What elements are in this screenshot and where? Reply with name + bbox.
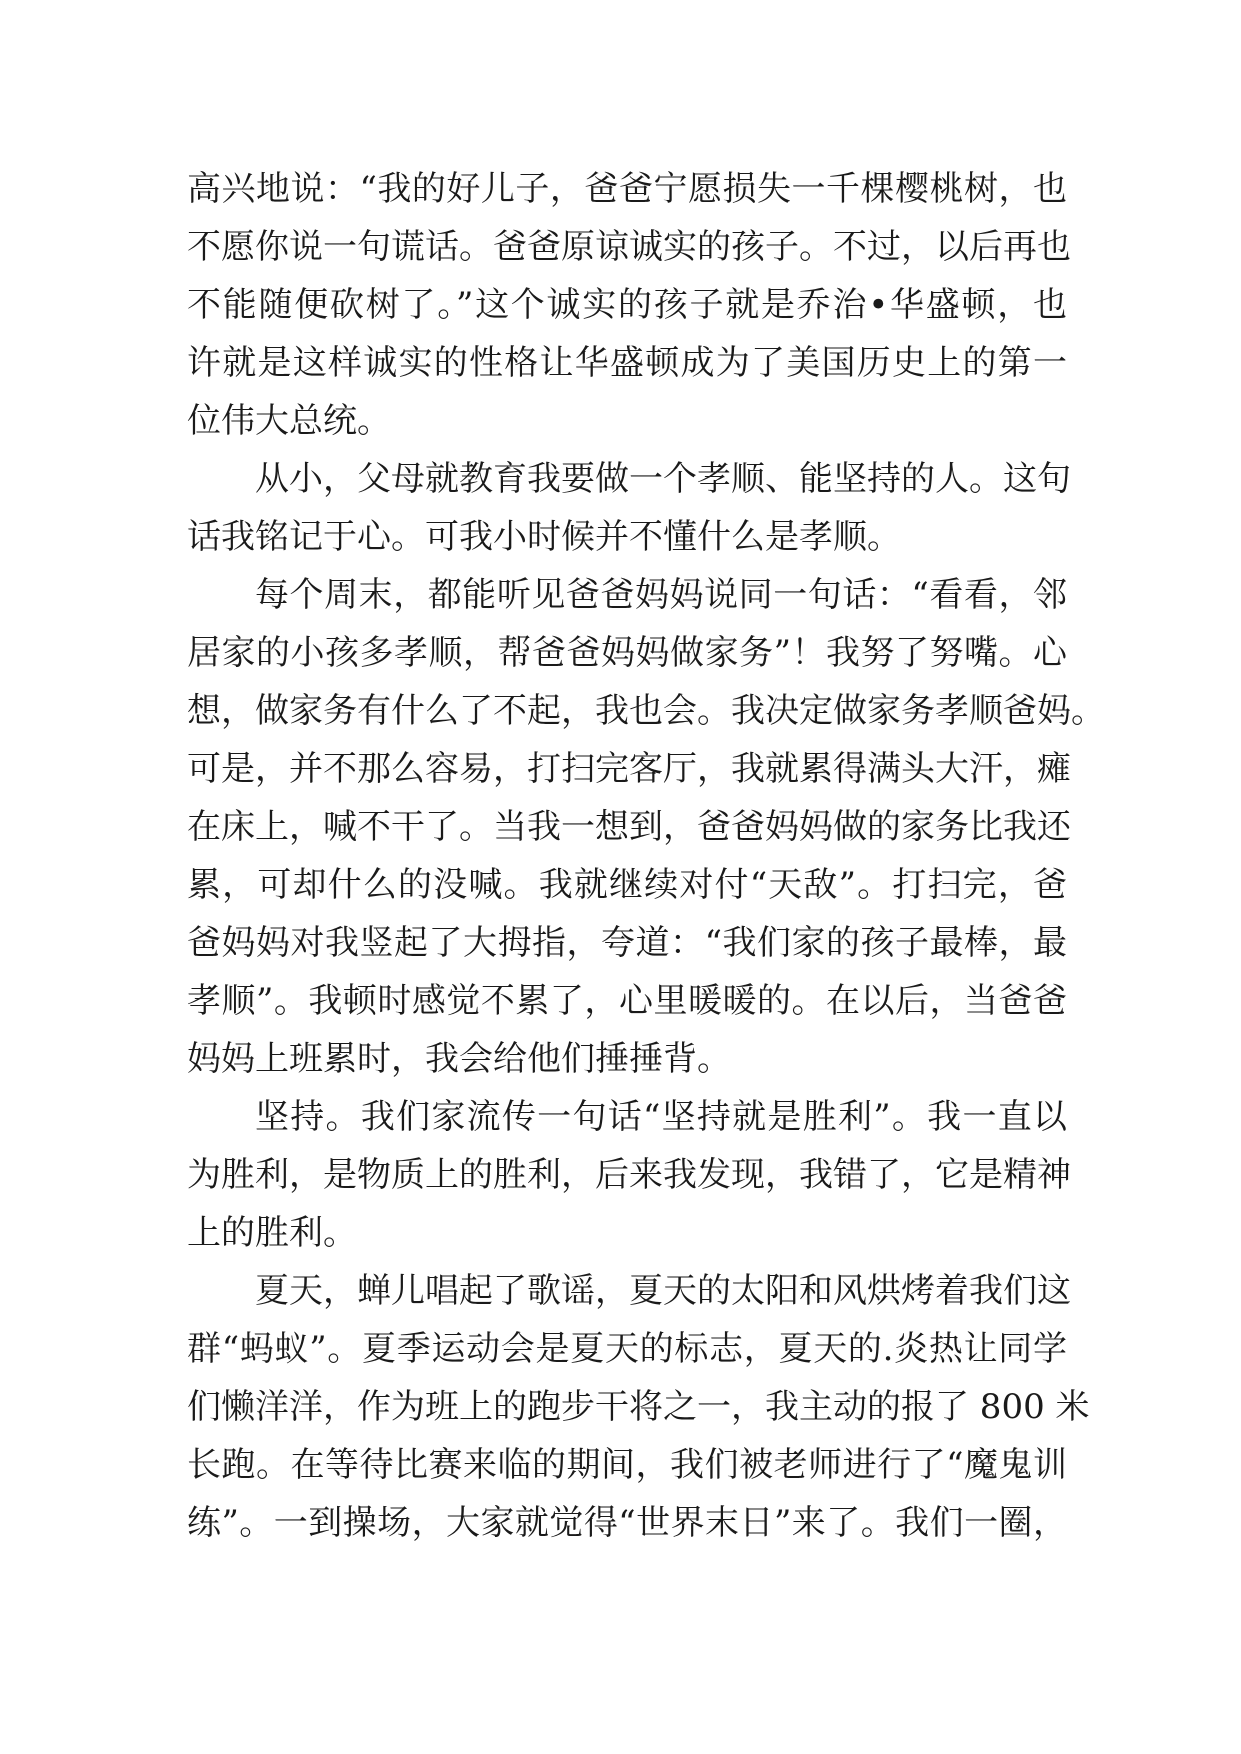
- text-line: 不能随便砍树了。”这个诚实的孩子就是乔治•华盛顿，也: [187, 285, 1067, 325]
- text-line: 为胜利，是物质上的胜利，后来我发现，我错了，它是精神: [187, 1155, 1071, 1195]
- text-line: 长跑。在等待比赛来临的期间，我们被老师进行了“魔鬼训: [187, 1445, 1067, 1485]
- text-line: 每个周末，都能听见爸爸妈妈说同一句话：“看看，邻: [255, 575, 1067, 615]
- text-line: 居家的小孩多孝顺，帮爸爸妈妈做家务”！我努了努嘴。心: [187, 633, 1067, 673]
- paragraph: [187, 566, 1105, 1088]
- text-line: 高兴地说：“我的好儿子，爸爸宁愿损失一千棵樱桃树，也: [187, 169, 1067, 209]
- text-line: 们懒洋洋，作为班上的跑步干将之一，我主动的报了 800 米: [187, 1387, 1090, 1427]
- paragraph: [187, 450, 1071, 566]
- text-line: 坚持。我们家流传一句话“坚持就是胜利”。我一直以: [255, 1097, 1067, 1137]
- text-line: 想，做家务有什么了不起，我也会。我决定做家务孝顺爸妈。: [187, 691, 1105, 731]
- text-line: 妈妈上班累时，我会给他们捶捶背。: [187, 1039, 731, 1079]
- text-line: 在床上，喊不干了。当我一想到，爸爸妈妈做的家务比我还: [187, 807, 1071, 847]
- text-line: 累，可却什么的没喊。我就继续对付“天敌”。打扫完，爸: [187, 865, 1067, 905]
- document-body: [187, 160, 1105, 1552]
- text-line: 爸妈妈对我竖起了大拇指，夸道：“我们家的孩子最棒，最: [187, 923, 1067, 963]
- text-line: 孝顺”。我顿时感觉不累了，心里暖暖的。在以后，当爸爸: [187, 981, 1067, 1021]
- text-line: 上的胜利。: [187, 1213, 357, 1253]
- paragraph: [187, 1262, 1090, 1552]
- paragraph: [187, 1088, 1071, 1262]
- text-line: 位伟大总统。: [187, 401, 391, 441]
- text-line: 练”。一到操场，大家就觉得“世界末日”来了。我们一圈，: [187, 1503, 1067, 1543]
- text-line: 许就是这样诚实的性格让华盛顿成为了美国历史上的第一: [187, 343, 1067, 383]
- text-line: 可是，并不那么容易，打扫完客厅，我就累得满头大汗，瘫: [187, 749, 1071, 789]
- text-line: 从小，父母就教育我要做一个孝顺、能坚持的人。这句: [255, 459, 1071, 499]
- text-line: 不愿你说一句谎话。爸爸原谅诚实的孩子。不过，以后再也: [187, 227, 1071, 267]
- text-line: 群“蚂蚁”。夏季运动会是夏天的标志，夏天的.炎热让同学: [187, 1329, 1067, 1369]
- text-line: 话我铭记于心。可我小时候并不懂什么是孝顺。: [187, 517, 901, 557]
- paragraph: [187, 160, 1071, 450]
- text-line: 夏天，蝉儿唱起了歌谣，夏天的太阳和风烘烤着我们这: [255, 1271, 1071, 1311]
